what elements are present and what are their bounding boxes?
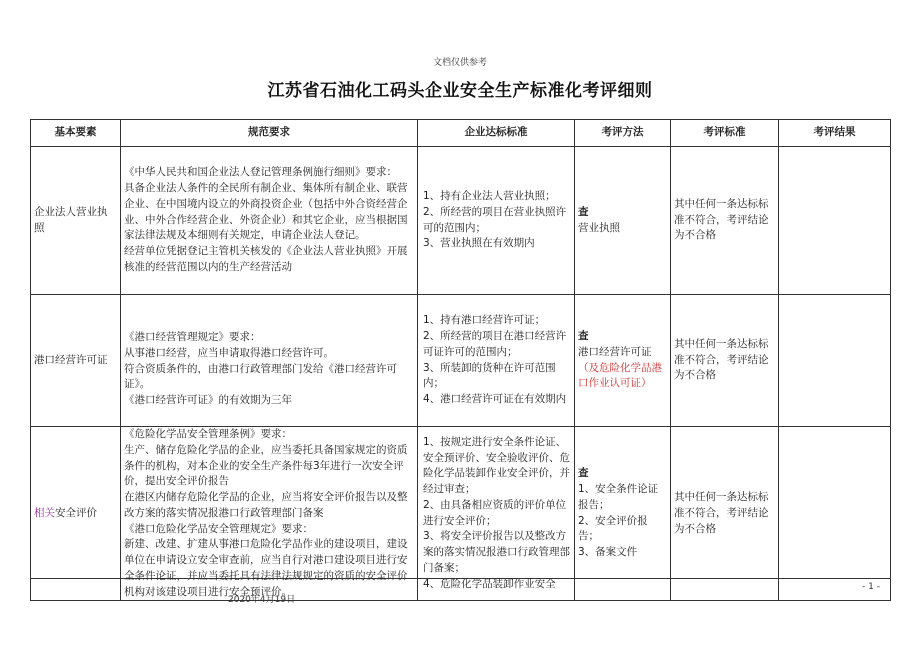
page-number: - 1 - bbox=[862, 582, 880, 592]
column-header-method: 考评方法 bbox=[575, 120, 671, 147]
result-cell bbox=[779, 147, 891, 295]
column-header-standards: 企业达标标准 bbox=[418, 120, 575, 147]
method-cell bbox=[575, 147, 671, 295]
method-line: 1、安全条件论证报告； bbox=[578, 483, 659, 511]
evaluation-table bbox=[30, 119, 891, 601]
criteria-cell bbox=[671, 147, 779, 295]
standards-cell bbox=[418, 295, 575, 427]
criteria-cell bbox=[671, 295, 779, 427]
standard-line: 2、由具备相应资质的评价单位进行安全评价； bbox=[423, 498, 567, 527]
table-row bbox=[31, 147, 891, 295]
requirements-cell bbox=[121, 427, 418, 601]
element-cell bbox=[31, 295, 121, 427]
method-line: 营业执照 bbox=[578, 221, 620, 234]
element-text: 安全评价 bbox=[55, 506, 97, 519]
table-row bbox=[31, 295, 891, 427]
element-text: 企业法人营业执照 bbox=[34, 205, 108, 234]
column-header-result: 考评结果 bbox=[779, 120, 891, 147]
criteria-text: 其中任何一条达标标准不符合，考评结论为不合格 bbox=[674, 337, 769, 382]
table-header-row bbox=[31, 120, 891, 147]
method-note-red: （及危险化学品港口作业认可证） bbox=[578, 361, 662, 390]
method-title: 查 bbox=[578, 205, 589, 218]
criteria-text: 其中任何一条达标标准不符合，考评结论为不合格 bbox=[674, 197, 769, 242]
requirement-line: 从事港口经营，应当申请取得港口经营许可。 bbox=[124, 346, 334, 359]
table-row bbox=[31, 427, 891, 601]
standard-line: 3、将安全评价报告以及整改方案的落实情况报港口行政管理部门备案； bbox=[423, 530, 570, 574]
method-title: 查 bbox=[578, 330, 589, 342]
standard-line: 1、持有企业法人营业执照； bbox=[423, 190, 556, 202]
column-header-element: 基本要素 bbox=[31, 120, 121, 147]
method-cell bbox=[575, 295, 671, 427]
criteria-cell bbox=[671, 427, 779, 601]
method-line: 3、备案文件 bbox=[578, 546, 638, 559]
method-cell bbox=[575, 427, 671, 601]
page-bottom-rule bbox=[30, 578, 890, 579]
requirement-line: 《港口危险化学品安全管理规定》要求： bbox=[124, 522, 313, 535]
header-note: 文档仅供参考 bbox=[432, 58, 487, 68]
requirement-line: 经营单位凭据登记主管机关核发的《企业法人营业执照》开展核准的经营范围以内的生产经营活动 bbox=[124, 245, 408, 273]
requirement-line: 新建、改建、扩建从事港口危险化学品作业的建设项目，建设单位在申请设立安全审查前，应当自行对港口建设项目进行安全条件论证，并应当委托具有法律法规规定的资质的安全评价机构对该建设项目进行安全预评价。 bbox=[124, 538, 408, 598]
standards-cell bbox=[418, 427, 575, 601]
standard-line: 2、所经营的项目在营业执照许可的范围内； bbox=[423, 205, 567, 234]
method-line: 港口经营许可证 bbox=[578, 345, 652, 358]
requirement-line: 《港口经营管理规定》要求： bbox=[124, 331, 261, 344]
standards-cell bbox=[418, 147, 575, 295]
element-prefix: 相关 bbox=[34, 506, 55, 519]
document-title: 江苏省石油化工码头企业安全生产标准化考评细则 bbox=[267, 81, 653, 101]
standard-line: 3、所装卸的货种在许可范围内； bbox=[423, 361, 556, 390]
method-title: 查 bbox=[578, 467, 589, 480]
requirement-line: 《港口经营许可证》的有效期为三年 bbox=[124, 394, 292, 407]
requirement-line: 生产、储存危险化学品的企业，应当委托具备国家规定的资质条件的机构，对本企业的安全生产条件每3年进行一次安全评价，提出安全评价报告 bbox=[124, 443, 408, 488]
requirements-cell bbox=[121, 147, 418, 295]
standard-line: 1、持有港口经营许可证； bbox=[423, 314, 546, 327]
requirements-cell bbox=[121, 295, 418, 427]
result-cell bbox=[779, 427, 891, 601]
requirement-line: 《中华人民共和国企业法人登记管理条例施行细则》要求： bbox=[124, 166, 397, 179]
requirement-line: 具备企业法人条件的全民所有制企业、集体所有制企业、联营企业、在中国境内设立的外商投资企业（包括中外合资经营企业、中外合作经营企业、外资企业）和其它企业，应当根据国家法律法规及本细则有关规定，申请企业法人登记。 bbox=[124, 182, 408, 242]
standard-line: 4、港口经营许可证在有效期内 bbox=[423, 393, 567, 405]
standard-line: 4、危险化学品装卸作业安全 bbox=[423, 577, 556, 590]
standard-line: 1、按规定进行安全条件论证、安全预评价、安全验收评价、危险化学品装卸作业安全评价，并经过审查； bbox=[423, 435, 570, 496]
standard-line: 3、营业执照在有效期内 bbox=[423, 237, 535, 250]
column-header-requirements: 规范要求 bbox=[121, 120, 418, 147]
requirement-line: 《危险化学品安全管理条例》要求： bbox=[124, 428, 292, 440]
column-header-criteria: 考评标准 bbox=[671, 120, 779, 147]
element-text: 港口经营许可证 bbox=[34, 353, 108, 366]
element-cell bbox=[31, 427, 121, 601]
requirement-line: 符合资质条件的，由港口行政管理部门发给《港口经营许可证》。 bbox=[124, 362, 397, 391]
requirement-line: 在港区内储存危险化学品的企业，应当将安全评价报告以及整改方案的落实情况报港口行政管理部门备案 bbox=[124, 491, 408, 519]
element-cell bbox=[31, 147, 121, 295]
footer-date: 2020年4月19日 bbox=[228, 595, 296, 605]
method-line: 2、安全评价报告； bbox=[578, 514, 648, 543]
standard-line: 2、所经营的项目在港口经营许可证许可的范围内； bbox=[423, 330, 567, 358]
result-cell bbox=[779, 295, 891, 427]
criteria-text: 其中任何一条达标标准不符合，考评结论为不合格 bbox=[674, 491, 769, 535]
